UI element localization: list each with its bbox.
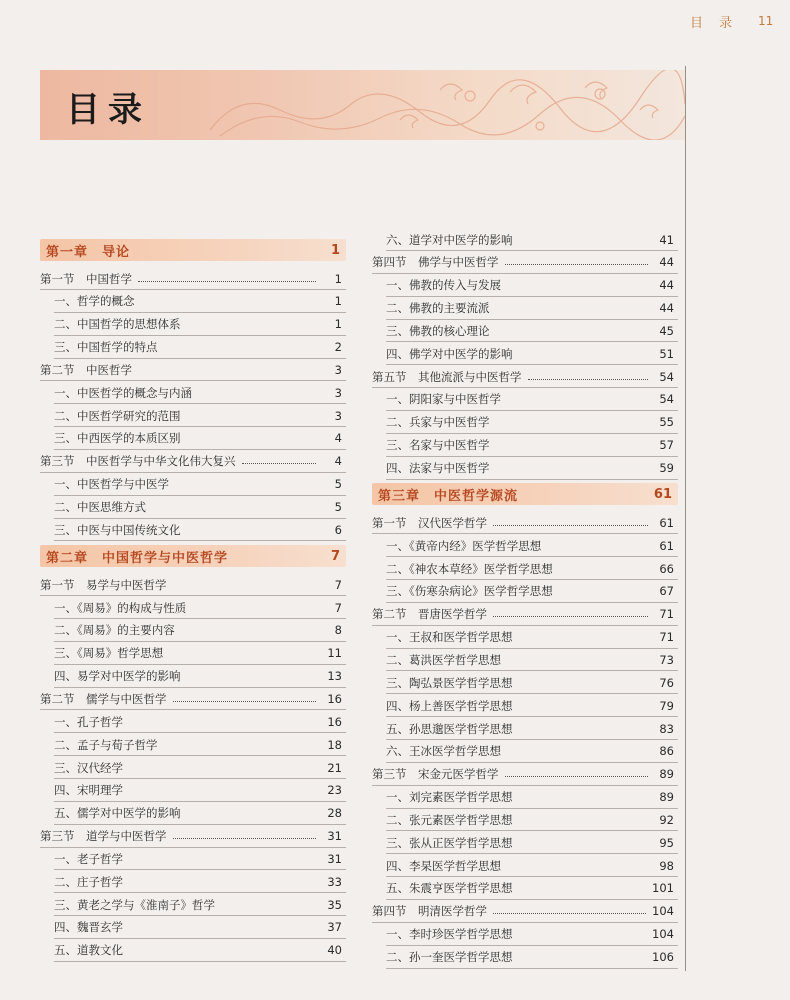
entry-label: 五、孙思邈医学哲学思想 [386,721,513,736]
entry-label: 三、黄老之学与《淮南子》哲学 [54,897,215,912]
toc-item-entry[interactable] [386,435,678,457]
entry-label: 二、孟子与荀子哲学 [54,737,158,752]
entry-label: 第一节 易学与中医哲学 [40,577,167,592]
entry-page-number: 83 [659,721,674,736]
toc-section-entry[interactable] [372,764,678,786]
entry-page-number: 54 [659,369,674,384]
toc-section-entry[interactable] [40,451,346,473]
entry-label: 三、张从正医学哲学思想 [386,835,513,850]
entry-label: 一、孔子哲学 [54,714,123,729]
entry-page-number: 92 [659,812,674,827]
toc-item-entry[interactable] [386,275,678,297]
toc-item-entry[interactable] [54,803,346,825]
dot-leader [173,837,317,839]
dot-leader [493,615,648,617]
entry-label: 一、刘完素医学哲学思想 [386,790,513,805]
entry-label: 一、王叔和医学哲学思想 [386,630,513,645]
entry-page-number: 33 [327,874,342,889]
toc-item-entry[interactable] [54,734,346,756]
entry-page-number: 11 [327,646,342,661]
entry-page-number: 59 [659,461,674,475]
toc-section-entry[interactable] [40,359,346,381]
entry-page-number: 76 [659,675,674,690]
column-divider [685,66,686,971]
entry-page-number: 104 [652,927,674,942]
toc-item-entry[interactable] [54,757,346,779]
toc-item-entry[interactable] [386,741,678,763]
entry-label: 二、《神农本草经》医学哲学思想 [386,561,553,576]
entry-page-number: 7 [334,600,342,615]
toc-item-entry[interactable] [386,412,678,434]
toc-item-entry[interactable] [386,809,678,831]
entry-page-number: 54 [659,392,674,407]
entry-label: 三、佛教的核心理论 [386,323,490,338]
toc-item-entry[interactable] [386,558,678,580]
chapter-page-number: 1 [330,242,340,258]
entry-label: 第一节 中国哲学 [40,271,132,286]
entry-label: 二、兵家与中医哲学 [386,415,490,430]
entry-page-number: 71 [659,607,674,622]
entry-page-number: 4 [334,431,342,446]
entry-page-number: 6 [334,522,342,537]
entry-page-number: 45 [659,323,674,338]
entry-label: 四、李杲医学哲学思想 [386,858,501,873]
entry-label: 一、中医哲学的概念与内涵 [54,385,192,400]
toc-item-entry[interactable] [386,649,678,671]
toc-chapter-heading[interactable] [40,545,346,567]
entry-page-number: 28 [327,806,342,821]
entry-label: 一、佛教的传入与发展 [386,278,501,293]
entry-label: 第三节 宋金元医学哲学 [372,767,499,782]
entry-label: 一、老子哲学 [54,851,123,866]
entry-page-number: 16 [327,691,342,706]
entry-label: 三、中国哲学的特点 [54,340,158,355]
entry-label: 三、名家与中医哲学 [386,438,490,453]
entry-label: 二、中医哲学研究的范围 [54,408,181,423]
entry-label: 三、《周易》哲学思想 [54,646,164,661]
entry-label: 第二节 晋唐医学哲学 [372,607,487,622]
dot-leader [173,700,317,702]
entry-label: 第五节 其他流派与中医哲学 [372,369,522,384]
entry-label: 一、阴阳家与中医哲学 [386,392,501,407]
entry-label: 二、《周易》的主要内容 [54,623,175,638]
entry-label: 第二节 儒学与中医哲学 [40,691,167,706]
entry-label: 四、易学对中医学的影响 [54,669,181,684]
title-banner [40,70,685,140]
toc-item-entry[interactable] [54,597,346,619]
toc-item-entry[interactable] [386,695,678,717]
toc-item-entry[interactable] [54,519,346,541]
entry-label: 二、中医思维方式 [54,500,146,514]
toc-item-entry[interactable] [54,474,346,496]
entry-page-number: 13 [327,669,342,684]
entry-label: 二、庄子哲学 [54,874,123,889]
toc-item-entry[interactable] [386,389,678,411]
entry-label: 四、魏晋玄学 [54,920,123,935]
dot-leader [505,775,649,777]
toc-item-entry[interactable] [54,940,346,962]
entry-page-number: 71 [659,630,674,645]
page-number: 11 [758,14,774,28]
entry-label: 六、道学对中医学的影响 [386,232,513,247]
toc-item-entry[interactable] [54,643,346,665]
entry-label: 二、佛教的主要流派 [386,301,490,316]
entry-page-number: 5 [334,500,342,514]
toc-item-entry[interactable] [54,314,346,336]
entry-page-number: 3 [334,362,342,377]
entry-label: 第二节 中医哲学 [40,362,132,377]
entry-page-number: 55 [659,415,674,430]
page-title: 目录 [66,90,150,130]
entry-page-number: 37 [327,920,342,935]
chapter-title: 第二章 中国哲学与中医哲学 [46,550,229,566]
entry-page-number: 51 [659,346,674,361]
entry-label: 四、法家与中医哲学 [386,461,490,475]
toc-item-entry[interactable] [386,672,678,694]
toc-section-entry[interactable] [372,512,678,534]
toc-item-entry[interactable] [386,229,678,251]
entry-label: 五、儒学对中医学的影响 [54,806,181,821]
entry-label: 一、哲学的概念 [54,294,135,309]
toc-item-entry[interactable] [54,337,346,359]
entry-page-number: 31 [327,851,342,866]
entry-page-number: 18 [327,737,342,752]
entry-label: 三、《伤寒杂病论》医学哲学思想 [386,584,553,599]
toc-item-entry[interactable] [54,497,346,519]
entry-label: 第四节 佛学与中医哲学 [372,255,499,270]
entry-page-number: 41 [659,232,674,247]
entry-page-number: 1 [334,317,342,332]
entry-page-number: 101 [652,881,674,896]
entry-page-number: 4 [334,454,342,469]
toc-item-entry[interactable] [54,711,346,733]
toc-chapter-heading[interactable] [372,483,678,505]
entry-page-number: 2 [334,340,342,355]
entry-page-number: 44 [659,278,674,293]
toc-item-entry[interactable] [386,458,678,480]
toc-item-entry[interactable] [386,581,678,603]
toc-chapter-heading[interactable] [40,239,346,261]
entry-label: 第四节 明清医学哲学 [372,904,487,919]
chapter-page-number: 7 [330,548,340,564]
entry-page-number: 3 [334,385,342,400]
entry-label: 第一节 汉代医学哲学 [372,515,487,530]
entry-page-number: 89 [659,767,674,782]
dot-leader [493,912,646,914]
entry-page-number: 67 [659,584,674,599]
toc-item-entry[interactable] [386,535,678,557]
dot-leader [505,263,649,265]
entry-page-number: 35 [327,897,342,912]
dot-leader [493,524,648,526]
toc-item-entry[interactable] [54,405,346,427]
entry-page-number: 23 [327,783,342,798]
entry-label: 五、朱震亨医学哲学思想 [386,881,513,896]
toc-item-entry[interactable] [54,917,346,939]
toc-section-entry[interactable] [40,268,346,290]
entry-page-number: 7 [334,577,342,592]
toc-section-entry[interactable] [372,604,678,626]
toc-item-entry[interactable] [54,620,346,642]
entry-page-number: 61 [659,538,674,553]
toc-item-entry[interactable] [54,894,346,916]
toc-item-entry[interactable] [386,320,678,342]
toc-section-entry[interactable] [372,901,678,923]
toc-item-entry[interactable] [386,627,678,649]
entry-label: 二、中国哲学的思想体系 [54,317,181,332]
entry-page-number: 86 [659,744,674,759]
toc-item-entry[interactable] [54,780,346,802]
entry-label: 一、《周易》的构成与性质 [54,600,187,615]
toc-item-entry[interactable] [386,878,678,900]
entry-page-number: 1 [334,294,342,309]
entry-page-number: 106 [652,950,674,964]
toc-item-entry[interactable] [386,855,678,877]
entry-page-number: 73 [659,652,674,667]
entry-label: 二、葛洪医学哲学思想 [386,652,501,667]
entry-label: 五、道教文化 [54,943,123,958]
entry-page-number: 16 [327,714,342,729]
entry-label: 一、李时珍医学哲学思想 [386,927,513,942]
toc-item-entry[interactable] [386,343,678,365]
toc-item-entry[interactable] [54,848,346,870]
running-header: 目 录 [690,16,739,31]
dot-leader [242,462,317,464]
toc-item-entry[interactable] [54,666,346,688]
entry-page-number: 8 [334,623,342,638]
entry-page-number: 44 [659,301,674,316]
entry-page-number: 44 [659,255,674,270]
chapter-title: 第一章 导论 [46,244,131,260]
toc-item-entry[interactable] [54,382,346,404]
toc-item-entry[interactable] [386,787,678,809]
entry-label: 六、王冰医学哲学思想 [386,744,501,759]
entry-page-number: 40 [327,943,342,958]
dot-leader [528,378,649,380]
chapter-title: 第三章 中医哲学源流 [378,488,519,504]
entry-label: 二、张元素医学哲学思想 [386,812,513,827]
toc-item-entry[interactable] [386,924,678,946]
entry-label: 第三节 道学与中医哲学 [40,829,167,844]
toc-item-entry[interactable] [386,718,678,740]
toc-item-entry[interactable] [54,428,346,450]
toc-section-entry[interactable] [372,366,678,388]
toc-item-entry[interactable] [386,947,678,969]
toc-item-entry[interactable] [386,832,678,854]
entry-page-number: 21 [327,760,342,775]
entry-label: 三、中医与中国传统文化 [54,522,181,537]
dot-leader [138,280,316,282]
entry-page-number: 57 [659,438,674,453]
entry-label: 第三节 中医哲学与中华文化伟大复兴 [40,454,236,469]
toc-item-entry[interactable] [54,291,346,313]
entry-page-number: 66 [659,561,674,576]
entry-page-number: 95 [659,835,674,850]
toc-section-entry[interactable] [372,252,678,274]
entry-label: 三、汉代经学 [54,760,123,775]
toc-item-entry[interactable] [386,298,678,320]
entry-page-number: 104 [652,904,674,919]
toc-section-entry[interactable] [40,574,346,596]
toc-section-entry[interactable] [40,826,346,848]
chapter-page-number: 61 [653,486,672,502]
entry-label: 四、佛学对中医学的影响 [386,346,513,361]
toc-section-entry[interactable] [40,688,346,710]
entry-label: 四、杨上善医学哲学思想 [386,698,513,713]
entry-page-number: 1 [334,271,342,286]
entry-page-number: 3 [334,408,342,423]
entry-label: 一、《黄帝内经》医学哲学思想 [386,538,542,553]
toc-item-entry[interactable] [54,871,346,893]
entry-label: 四、宋明理学 [54,783,123,798]
entry-page-number: 31 [327,829,342,844]
entry-page-number: 5 [334,477,342,492]
entry-page-number: 79 [659,698,674,713]
entry-page-number: 61 [659,515,674,530]
entry-label: 一、中医哲学与中医学 [54,477,169,492]
entry-label: 三、中西医学的本质区别 [54,431,181,446]
entry-page-number: 89 [659,790,674,805]
entry-label: 二、孙一奎医学哲学思想 [386,950,513,964]
entry-page-number: 98 [659,858,674,873]
entry-label: 三、陶弘景医学哲学思想 [386,675,513,690]
